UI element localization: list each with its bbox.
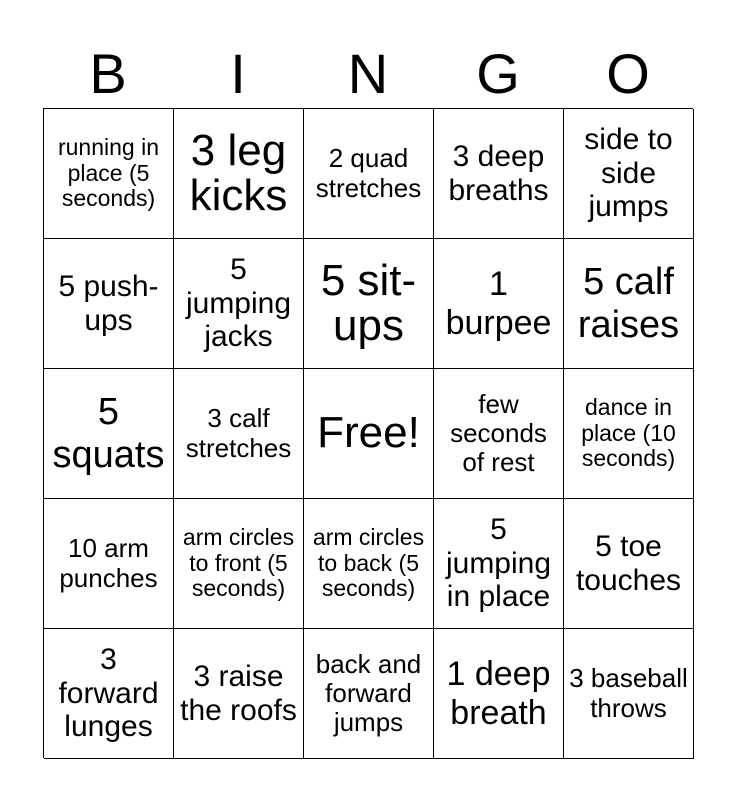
- bingo-cell-label: 3 forward lunges: [58, 643, 159, 744]
- bingo-cell-1-3: [304, 109, 434, 239]
- header-letter-o: O: [606, 42, 650, 105]
- bingo-cell-label: arm circles to front (5 seconds): [182, 523, 295, 602]
- bingo-cell-label: side to side jumps: [584, 123, 673, 224]
- bingo-cell-1-5: [564, 109, 694, 239]
- bingo-cell-4-1: [44, 499, 174, 629]
- bingo-cell-label: 1 deep breath: [446, 655, 551, 732]
- bingo-cell-label: 5 toe touches: [575, 529, 682, 597]
- bingo-cell-label: 3 raise the roofs: [180, 659, 297, 727]
- bingo-header: [43, 40, 693, 108]
- bingo-cell-label: 5 squats: [52, 390, 165, 476]
- bingo-cell-2-4: [434, 239, 564, 369]
- bingo-cell-2-1: [44, 239, 174, 369]
- bingo-cell-label: Free!: [317, 408, 420, 458]
- header-letter-n: N: [347, 42, 389, 105]
- bingo-cell-label: dance in place (10 seconds): [581, 393, 676, 472]
- bingo-cell-5-1: [44, 629, 174, 759]
- bingo-cell-4-5: [564, 499, 694, 629]
- bingo-cell-label: running in place (5 seconds): [57, 133, 160, 212]
- header-letter-g: G: [476, 42, 520, 105]
- bingo-cell-label: 3 baseball throws: [569, 663, 688, 723]
- bingo-cell-5-2: [174, 629, 304, 759]
- bingo-grid: [43, 108, 693, 758]
- free-space: [304, 369, 434, 499]
- bingo-cell-label: 5 sit-ups: [320, 255, 417, 350]
- bingo-cell-label: 5 calf raises: [577, 260, 680, 346]
- bingo-cell-label: few seconds of rest: [450, 388, 547, 478]
- bingo-cell-1-2: [174, 109, 304, 239]
- bingo-cell-5-5: [564, 629, 694, 759]
- bingo-cell-4-4: [434, 499, 564, 629]
- bingo-cell-3-5: [564, 369, 694, 499]
- bingo-cell-label: 3 leg kicks: [189, 125, 288, 220]
- bingo-cell-label: 2 quad stretches: [315, 143, 422, 203]
- bingo-cell-label: arm circles to back (5 seconds): [312, 523, 425, 602]
- bingo-cell-label: 5 push-ups: [58, 269, 159, 337]
- bingo-cell-5-4: [434, 629, 564, 759]
- bingo-cell-4-2: [174, 499, 304, 629]
- bingo-cell-3-1: [44, 369, 174, 499]
- bingo-cell-label: 5 jumping in place: [445, 513, 552, 614]
- bingo-cell-4-3: [304, 499, 434, 629]
- bingo-cell-3-2: [174, 369, 304, 499]
- bingo-cell-2-3: [304, 239, 434, 369]
- bingo-cell-5-3: [304, 629, 434, 759]
- bingo-cell-2-5: [564, 239, 694, 369]
- bingo-cell-label: back and forward jumps: [315, 648, 422, 738]
- bingo-cell-3-4: [434, 369, 564, 499]
- bingo-cell-2-2: [174, 239, 304, 369]
- bingo-cell-label: 3 calf stretches: [185, 403, 292, 463]
- bingo-cell-1-4: [434, 109, 564, 239]
- bingo-cell-label: 10 arm punches: [59, 533, 158, 593]
- bingo-cell-label: 1 burpee: [445, 265, 552, 342]
- bingo-cell-label: 5 jumping jacks: [185, 253, 292, 354]
- header-letter-b: B: [89, 42, 127, 105]
- header-letter-i: I: [230, 42, 246, 105]
- bingo-cell-1-1: [44, 109, 174, 239]
- bingo-cell-label: 3 deep breaths: [448, 139, 549, 207]
